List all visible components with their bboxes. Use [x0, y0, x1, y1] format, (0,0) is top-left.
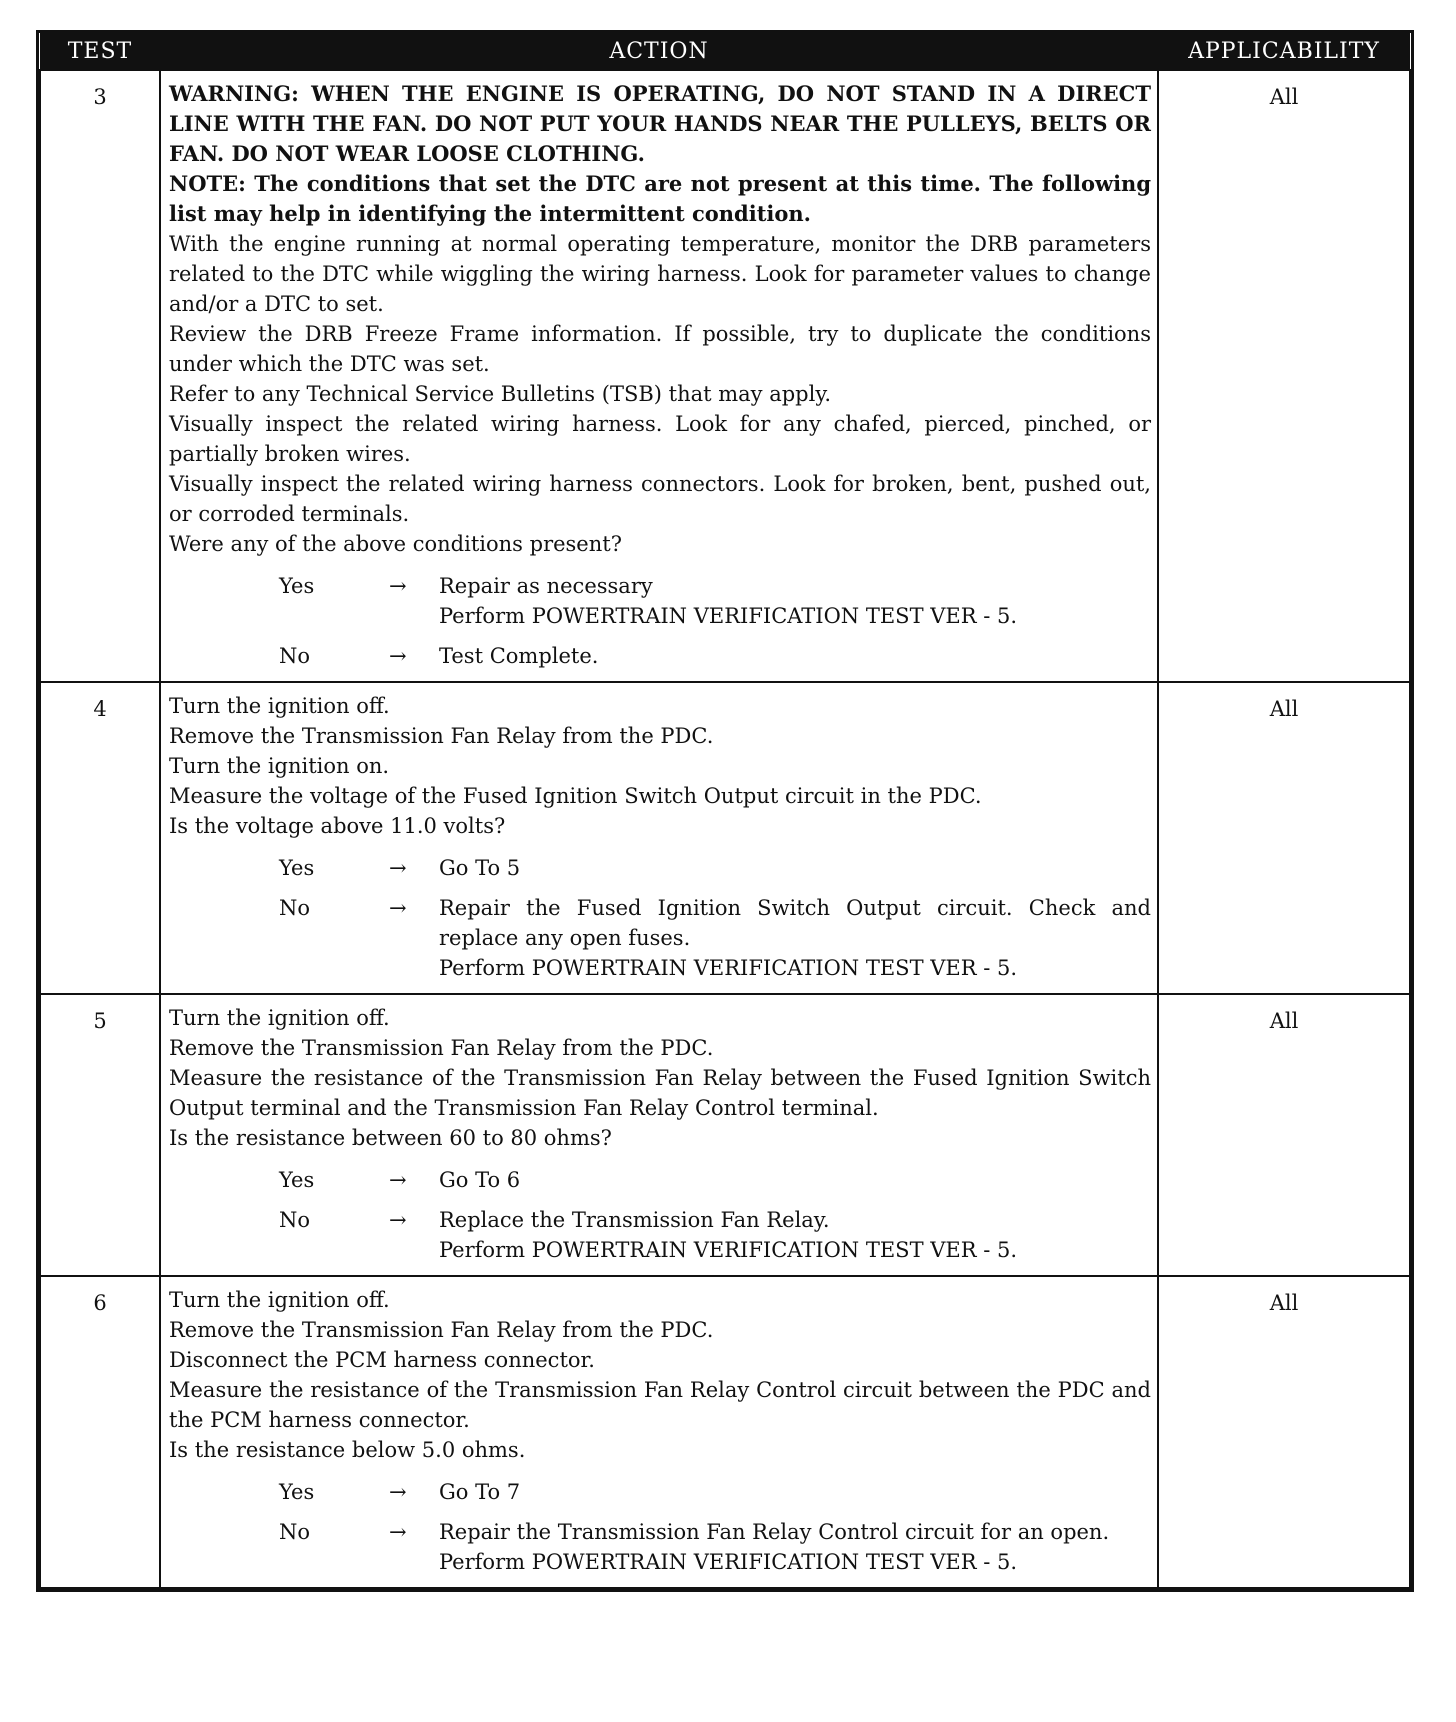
yes-branch [169, 1477, 1151, 1507]
test-number: 3 [40, 70, 160, 682]
applicability-value: All [1158, 1276, 1410, 1588]
no-label: No [279, 896, 311, 920]
action-step: With the engine running at normal operating temperature, monitor the DRB parameters related to the DTC while wiggling the wiring harness. Look for parameter values to change and/or a DTC to set. [169, 232, 1151, 316]
table-row [40, 1276, 1410, 1588]
no-label: No [279, 1520, 311, 1544]
note-text: NOTE: The conditions that set the DTC are not present at this time. The following list may help in identifying the intermittent condition. [169, 171, 1151, 226]
action-step: Measure the resistance of the Transmission Fan Relay Control circuit between the PDC and the PCM harness connector. [169, 1378, 1151, 1432]
action-step: Were any of the above conditions present? [169, 532, 622, 556]
result-branches [169, 853, 1151, 983]
arrow-right-icon: → [389, 574, 407, 598]
action-step: Turn the ignition off. [169, 1288, 390, 1312]
no-branch [169, 1205, 1151, 1265]
branch-line: Repair as necessary [439, 574, 653, 598]
diagnostic-test-sheet [36, 30, 1414, 1592]
yes-branch [169, 1165, 1151, 1195]
arrow-right-icon: → [389, 856, 407, 880]
branch-line: Perform POWERTRAIN VERIFICATION TEST VER - 5. [439, 1238, 1018, 1262]
action-cell [160, 994, 1158, 1276]
yes-action [439, 571, 1151, 631]
action-step: Is the voltage above 11.0 volts? [169, 814, 506, 838]
action-cell [160, 682, 1158, 994]
test-number: 6 [40, 1276, 160, 1588]
action-step: Disconnect the PCM harness connector. [169, 1348, 595, 1372]
no-branch [169, 1517, 1151, 1577]
result-branches [169, 571, 1151, 671]
branch-line: Perform POWERTRAIN VERIFICATION TEST VER - 5. [439, 604, 1018, 628]
yes-action [439, 853, 1151, 883]
applicability-value: All [1158, 682, 1410, 994]
action-step: Measure the resistance of the Transmission Fan Relay between the Fused Ignition Switch Output terminal and the Transmission Fan Relay Control terminal. [169, 1066, 1151, 1120]
branch-line: Perform POWERTRAIN VERIFICATION TEST VER - 5. [439, 1550, 1018, 1574]
no-action [439, 1205, 1151, 1265]
branch-line: Go To 6 [439, 1168, 521, 1192]
arrow-right-icon: → [389, 1520, 407, 1544]
test-number: 5 [40, 994, 160, 1276]
action-cell [160, 70, 1158, 682]
action-step: Remove the Transmission Fan Relay from the PDC. [169, 1036, 714, 1060]
yes-branch [169, 571, 1151, 631]
action-step: Remove the Transmission Fan Relay from the PDC. [169, 1318, 714, 1342]
no-label: No [279, 1208, 311, 1232]
action-step: Is the resistance below 5.0 ohms. [169, 1438, 526, 1462]
arrow-right-icon: → [389, 644, 407, 668]
action-cell [160, 1276, 1158, 1588]
action-step: Review the DRB Freeze Frame information. If possible, try to duplicate the conditions under which the DTC was set. [169, 322, 1151, 376]
action-step: Turn the ignition off. [169, 1006, 390, 1030]
action-step: Measure the voltage of the Fused Ignition Switch Output circuit in the PDC. [169, 784, 982, 808]
header-action: ACTION [160, 33, 1158, 70]
no-action [439, 1517, 1151, 1577]
table-row [40, 994, 1410, 1276]
yes-label: Yes [279, 1480, 315, 1504]
yes-label: Yes [279, 574, 315, 598]
no-branch [169, 641, 1151, 671]
header-applicability: APPLICABILITY [1158, 33, 1410, 70]
action-step: Refer to any Technical Service Bulletins (TSB) that may apply. [169, 382, 832, 406]
branch-line: Repair the Transmission Fan Relay Control circuit for an open. [439, 1520, 1110, 1544]
yes-action [439, 1165, 1151, 1195]
arrow-right-icon: → [389, 1480, 407, 1504]
table-header-row [40, 33, 1410, 70]
yes-action [439, 1477, 1151, 1507]
arrow-right-icon: → [389, 1208, 407, 1232]
table-row [40, 682, 1410, 994]
applicability-value: All [1158, 70, 1410, 682]
branch-line: Replace the Transmission Fan Relay. [439, 1208, 830, 1232]
branch-line: Go To 5 [439, 856, 521, 880]
warning-text: WARNING: WHEN THE ENGINE IS OPERATING, DO NOT STAND IN A DIRECT LINE WITH THE FAN. DO NOT PUT YOUR HANDS NEAR THE PULLEYS, BELTS OR FAN. DO NOT WEAR LOOSE CLOTHING. [169, 81, 1151, 166]
no-branch [169, 893, 1151, 983]
action-step: Turn the ignition off. [169, 694, 390, 718]
diagnostic-test-table [39, 33, 1411, 1589]
action-step: Is the resistance between 60 to 80 ohms? [169, 1126, 612, 1150]
action-step: Remove the Transmission Fan Relay from the PDC. [169, 724, 714, 748]
branch-line: Go To 7 [439, 1480, 521, 1504]
no-action [439, 893, 1151, 983]
branch-line: Perform POWERTRAIN VERIFICATION TEST VER - 5. [439, 956, 1018, 980]
yes-label: Yes [279, 1168, 315, 1192]
action-step: Visually inspect the related wiring harness connectors. Look for broken, bent, pushed out, or corroded terminals. [169, 472, 1151, 526]
yes-branch [169, 853, 1151, 883]
yes-label: Yes [279, 856, 315, 880]
table-body [40, 70, 1410, 1588]
branch-line: Test Complete. [439, 644, 599, 668]
applicability-value: All [1158, 994, 1410, 1276]
branch-line: Repair the Fused Ignition Switch Output circuit. Check and replace any open fuses. [439, 896, 1151, 950]
test-number: 4 [40, 682, 160, 994]
action-step: Turn the ignition on. [169, 754, 390, 778]
result-branches [169, 1477, 1151, 1577]
table-row [40, 70, 1410, 682]
arrow-right-icon: → [389, 896, 407, 920]
action-step: Visually inspect the related wiring harness. Look for any chafed, pierced, pinched, or partially broken wires. [169, 412, 1151, 466]
no-action [439, 641, 1151, 671]
result-branches [169, 1165, 1151, 1265]
arrow-right-icon: → [389, 1168, 407, 1192]
header-test: TEST [40, 33, 160, 70]
no-label: No [279, 644, 311, 668]
